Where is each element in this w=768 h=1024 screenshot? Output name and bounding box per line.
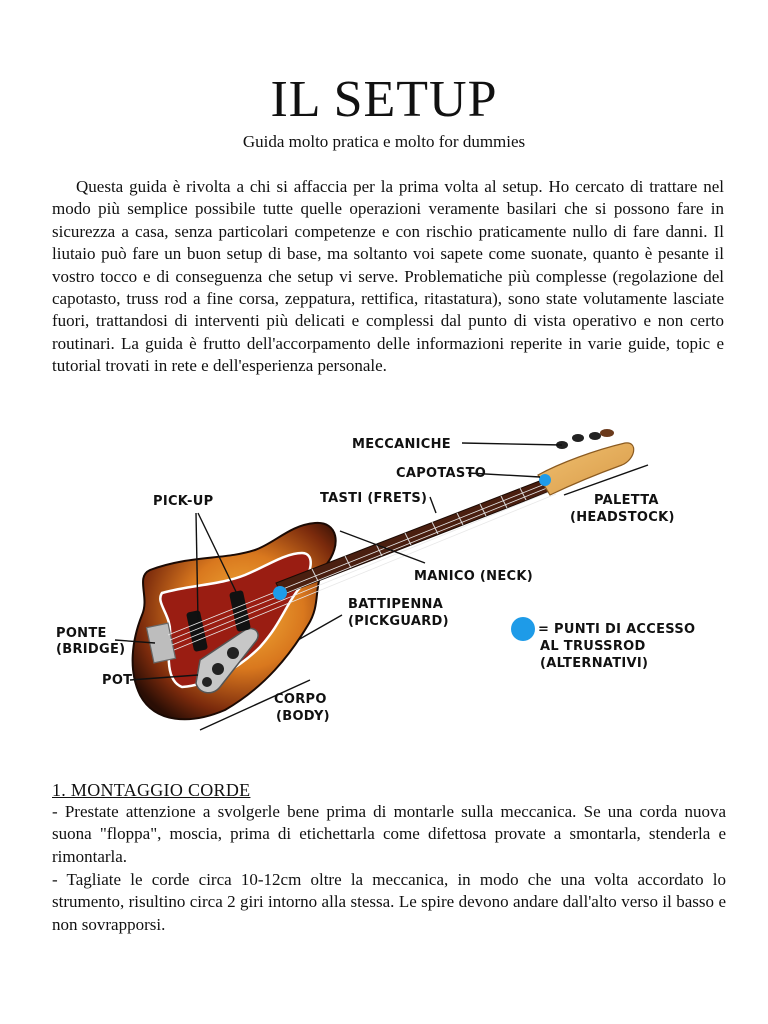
trussrod-access-dot xyxy=(273,586,287,600)
legend-dot xyxy=(511,617,535,641)
label-headstock: (HEADSTOCK) xyxy=(570,510,675,525)
knob xyxy=(227,647,239,659)
tuning-pegs xyxy=(556,429,614,449)
label-bridge: (BRIDGE) xyxy=(56,642,126,657)
label-paletta: PALETTA xyxy=(594,493,659,508)
label-meccaniche: MECCANICHE xyxy=(352,437,451,452)
label-tasti: TASTI (FRETS) xyxy=(320,491,428,506)
label-pickguard: (PICKGUARD) xyxy=(348,614,449,629)
page-title: IL SETUP xyxy=(270,71,498,128)
legend-line-2: AL TRUSSROD xyxy=(540,639,646,654)
section-heading: 1. MONTAGGIO CORDE xyxy=(52,780,251,800)
page-subtitle: Guida molto pratica e molto for dummies xyxy=(242,132,526,151)
label-body: (BODY) xyxy=(276,709,330,724)
label-corpo: CORPO xyxy=(274,692,327,707)
label-capotasto: CAPOTASTO xyxy=(396,466,487,481)
knob xyxy=(202,677,212,687)
section-paragraph: - Prestate attenzione a svolgerle bene prima di montarle sulla meccanica. Se una corda nuova suona "floppa", moscia, prima di etichettarla come difettosa provate a smontarla, stenderla e rimontarla. xyxy=(52,802,726,866)
label-ponte: PONTE xyxy=(56,626,107,641)
label-pickup: PICK-UP xyxy=(153,494,214,509)
bass-guitar-diagram xyxy=(50,425,730,740)
label-manico: MANICO (NECK) xyxy=(414,569,533,584)
intro-paragraph: Questa guida è rivolta a chi si affaccia per la prima volta al setup. Ho cercato di trattare nel modo più semplice possibile tutte quelle operazioni veramente basilari che si possono fare in sicurezza a casa, senza particolari competenze e con rischio praticamente nullo di fare danni. Il liutaio può fare un buon setup di base, ma soltanto voi sapete come suonate, quanto è pesante il vostro tocco e di conseguenza che setup vi serve. Problematiche più complesse (regolazione del capotasto, truss rod a fine corsa, zeppatura, rettifica, ritastatura), sono state volutamente lasciate fuori, trattandosi di interventi più delicati e complessi dal punto di vista operativo e non certo routinari. La guida è frutto dell'accorpamento delle informazioni reperite in varie guide, topic e tutorial trovati in rete e dell'esperienza personale. xyxy=(52,177,724,376)
trussrod-access-dot xyxy=(539,474,551,486)
label-battipenna: BATTIPENNA xyxy=(348,597,444,612)
section-paragraph: - Tagliate le corde circa 10-12cm oltre la meccanica, in modo che una volta accordato lo strumento, risultino circa 2 giri intorno alla stessa. Le spire devono andare dall'alto verso il basso e non sovrapporsi. xyxy=(52,870,726,934)
legend-line-1: = PUNTI DI ACCESSO xyxy=(538,622,696,637)
knob xyxy=(212,663,224,675)
legend-line-3: (ALTERNATIVI) xyxy=(540,656,649,671)
label-pot: POT xyxy=(102,673,133,688)
